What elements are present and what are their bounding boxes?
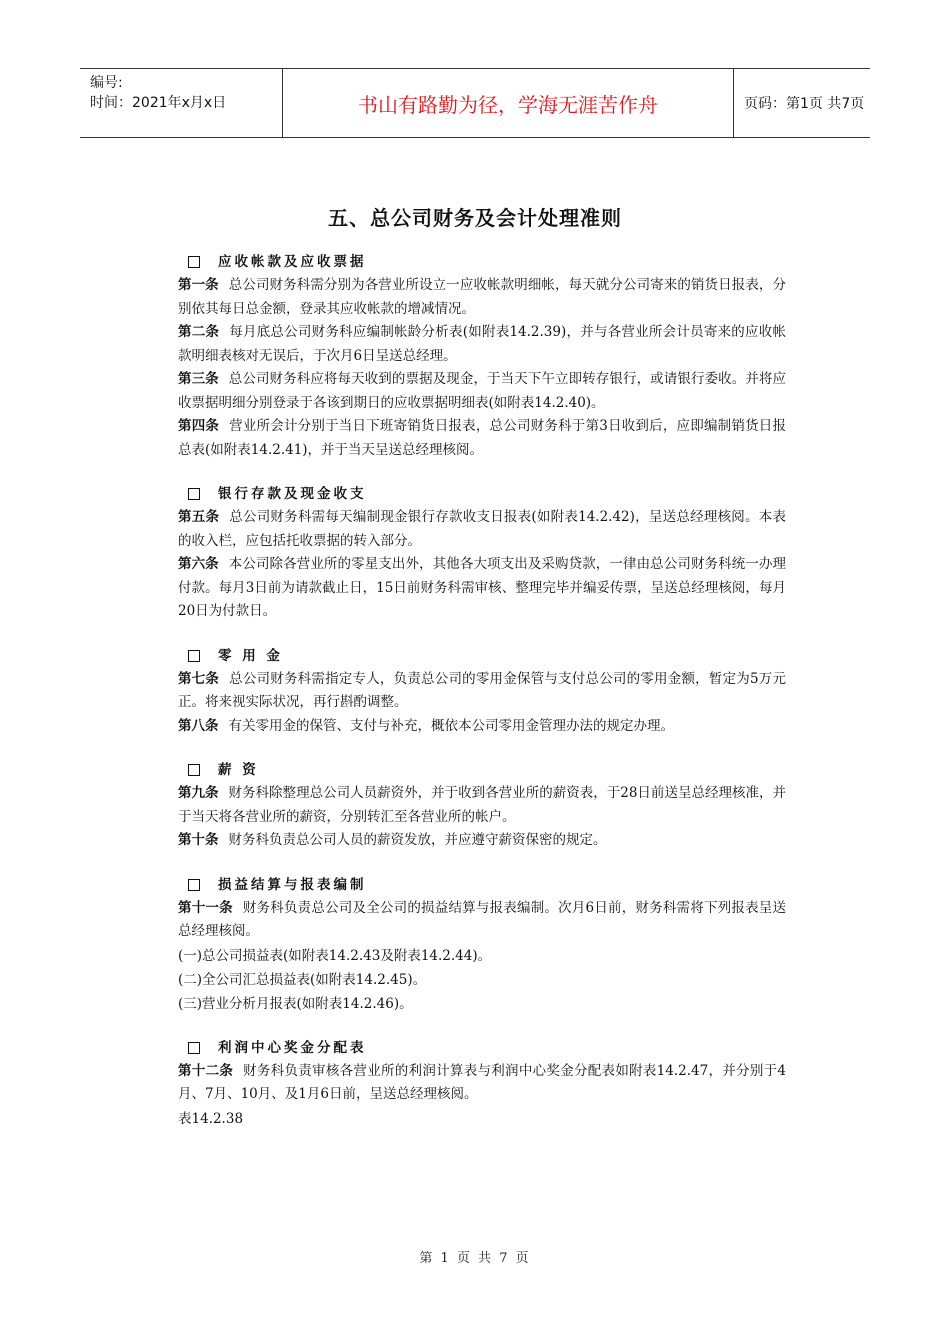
header-page-info: 页码：第1页 共7页 [744, 96, 865, 112]
article-text: 财务科负责总公司及全公司的损益结算与报表编制。次月6日前，财务科需将下列报表呈送总经理核阅。 [178, 899, 787, 939]
article-paragraph [178, 415, 786, 462]
article-text: 营业所会计分别于当日下班寄销货日报表，总公司财务科于第3日收到后，应即编制销货日报总表(如附表14.2.41)，并于当天呈送总经理核阅。 [178, 418, 786, 458]
header-meta [80, 69, 282, 137]
article-paragraph [178, 1060, 786, 1107]
article-label: 第八条 [178, 717, 219, 734]
article-label: 第九条 [178, 785, 219, 801]
checkbox-square-icon [188, 1042, 200, 1054]
article-paragraph [178, 368, 786, 415]
checkbox-square-icon [188, 650, 200, 662]
article-label: 第六条 [178, 556, 219, 572]
checkbox-square-icon [188, 488, 200, 500]
article-paragraph [178, 668, 786, 715]
header-motto-cell [282, 69, 734, 137]
checkbox-square-icon [188, 879, 200, 891]
article-text: 本公司除各营业所的零星支出外，其他各大项支出及采购贷款，一律由总公司财务科统一办理付款。每月3日前为请款截止日，15日前财务科需审核、整理完毕并编妥传票，呈送总经理核阅，每月20日为付款日。 [178, 556, 787, 619]
header-table [80, 68, 870, 138]
article-label: 第十二条 [178, 1062, 234, 1079]
section-heading-text: 零 用 金 [218, 647, 283, 664]
document-title: 五、总公司财务及会计处理准则 [328, 206, 622, 230]
section-heading-text: 银行存款及现金收支 [218, 486, 367, 502]
article-text: 总公司财务科需每天编制现金银行存款收支日报表(如附表14.2.42)，呈送总经理核阅。本表的收入栏，应包括托收票据的转入部分。 [178, 509, 787, 549]
article-text: 每月底总公司财务科应编制帐龄分析表(如附表14.2.39)，并与各营业所会计员寄来的应收帐款明细表核对无误后，于次月6日呈送总经理。 [178, 324, 787, 364]
page-footer: 第 1 页 共 7 页 [419, 1251, 531, 1266]
section-heading-text: 损益结算与报表编制 [218, 876, 367, 893]
section-heading [178, 482, 786, 506]
article-text: 总公司财务科应将每天收到的票据及现金，于当天下午立即转存银行，或请银行委收。并将应收票据明细分别登录于各该到期日的应收票据明细表(如附表14.2.40)。 [178, 371, 787, 411]
article-paragraph [178, 715, 786, 739]
article-text: 总公司财务科需分别为各营业所设立一应收帐款明细帐，每天就分公司寄来的销货日报表，分别依其每日总金额，登录其应收帐款的增减情况。 [178, 277, 787, 317]
article-label: 第三条 [178, 371, 219, 387]
article-text: 有关零用金的保管、支付与补充，概依本公司零用金管理办法的规定办理。 [228, 717, 674, 734]
article-text: 财务科负责总公司人员的薪资发放，并应遵守薪资保密的规定。 [228, 832, 607, 848]
section-heading [178, 758, 786, 782]
article-text: 财务科负责审核各营业所的利润计算表与利润中心奖金分配表如附表14.2.47，并分别于4月、7月、10月、及1月6日前，呈送总经理核阅。 [178, 1062, 786, 1102]
date-line: 时间：2021年x月x日 [90, 95, 227, 111]
article-paragraph [178, 553, 786, 624]
article-label: 第十一条 [178, 899, 233, 916]
section-heading [178, 1036, 786, 1060]
article-paragraph [178, 506, 786, 553]
article-label: 第五条 [178, 509, 220, 525]
article-label: 第一条 [178, 277, 219, 293]
list-item: (二)全公司汇总损益表(如附表14.2.45)。 [178, 971, 427, 988]
article-paragraph [178, 274, 786, 321]
checkbox-square-icon [188, 256, 200, 268]
article-label: 第七条 [178, 670, 220, 687]
article-label: 第四条 [178, 418, 220, 434]
article-paragraph [178, 321, 786, 368]
article-label: 第二条 [178, 324, 220, 340]
article-text: 总公司财务科需指定专人，负责总公司的零用金保管与支付总公司的零用金额，暂定为5万元正。将来视实际状况，再行斟酌调整。 [178, 670, 786, 710]
checkbox-square-icon [188, 764, 200, 776]
section-heading [178, 250, 786, 274]
article-paragraph [178, 897, 786, 944]
list-item: (三)营业分析月报表(如附表14.2.46)。 [178, 995, 413, 1012]
article-label: 第十条 [178, 832, 219, 848]
section-heading [178, 644, 786, 668]
section-heading-text: 应收帐款及应收票据 [218, 254, 367, 270]
article-paragraph [178, 829, 786, 853]
list-item: 表14.2.38 [178, 1110, 244, 1127]
motto-text: 书山有路勤为径，学海无涯苦作舟 [358, 92, 658, 117]
document-body [178, 250, 786, 1131]
section-heading-text: 利润中心奖金分配表 [218, 1039, 367, 1056]
list-item: (一)总公司损益表(如附表14.2.43及附表14.2.44)。 [178, 947, 492, 964]
article-paragraph [178, 782, 786, 829]
section-heading [178, 873, 786, 897]
section-heading-text: 薪 资 [218, 762, 259, 778]
number-label: 编号: [90, 75, 123, 91]
article-text: 财务科除整理总公司人员薪资外，并于收到各营业所的薪资表，于28日前送呈总经理核准，并于当天将各营业所的薪资，分别转汇至各营业所的帐户。 [178, 785, 786, 825]
